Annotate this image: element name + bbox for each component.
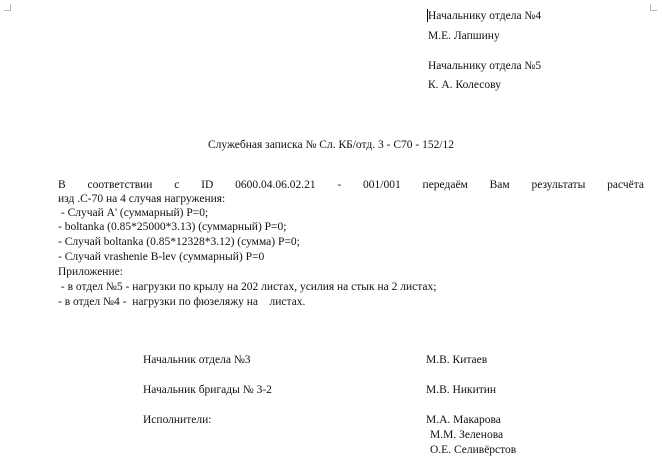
signature-head-name: М.В. Китаев	[426, 354, 488, 366]
memo-title: Служебная записка № Сл. КБ/отд. 3 - С70 - 152/12	[207, 139, 455, 151]
addressee-2-name: К. А. Колесову	[428, 79, 501, 91]
appendix-item: - в отдел №4 - нагрузки по фюзеляжу на листах.	[58, 296, 306, 308]
page-corner-mark	[650, 4, 657, 11]
signature-brigade-name: М.В. Никитин	[426, 384, 497, 396]
signature-executors-label: Исполнители:	[143, 414, 212, 426]
executor-name: М.М. Зеленова	[430, 429, 504, 441]
case-item: - Случай vrashenie B-lev (суммарный) Р=0	[58, 251, 265, 263]
case-item: - Случай А' (суммарный) Р=0;	[58, 207, 209, 219]
addressee-1-title: Начальнику отдела №4	[428, 10, 542, 22]
body-intro-line-2: изд .С-70 на 4 случая нагружения:	[58, 193, 226, 205]
appendix-label: Приложение:	[58, 266, 123, 278]
body-intro-line-1: В соответствии с ID 0600.04.06.02.21 - 001/001 передаём Вам результаты расчёта	[58, 179, 644, 191]
appendix-item: - в отдел №5 - нагрузки по крылу на 202 листах, усилия на стык на 2 листах;	[58, 281, 437, 293]
addressee-1-name: М.Е. Лапшину	[428, 30, 500, 42]
case-item: - Случай boltanka (0.85*12328*3.12) (сумма) Р=0;	[58, 236, 300, 248]
case-item: - boltanka (0.85*25000*3.13) (суммарный) Р=0;	[58, 221, 287, 233]
executor-name: О.Е. Селивёрстов	[430, 444, 517, 456]
signature-brigade-title: Начальник бригады № 3-2	[143, 384, 272, 396]
page-corner-mark	[4, 4, 11, 11]
executor-name: М.А. Макарова	[426, 414, 501, 426]
signature-head-title: Начальник отдела №3	[143, 354, 251, 366]
addressee-2-title: Начальнику отдела №5	[428, 60, 542, 72]
